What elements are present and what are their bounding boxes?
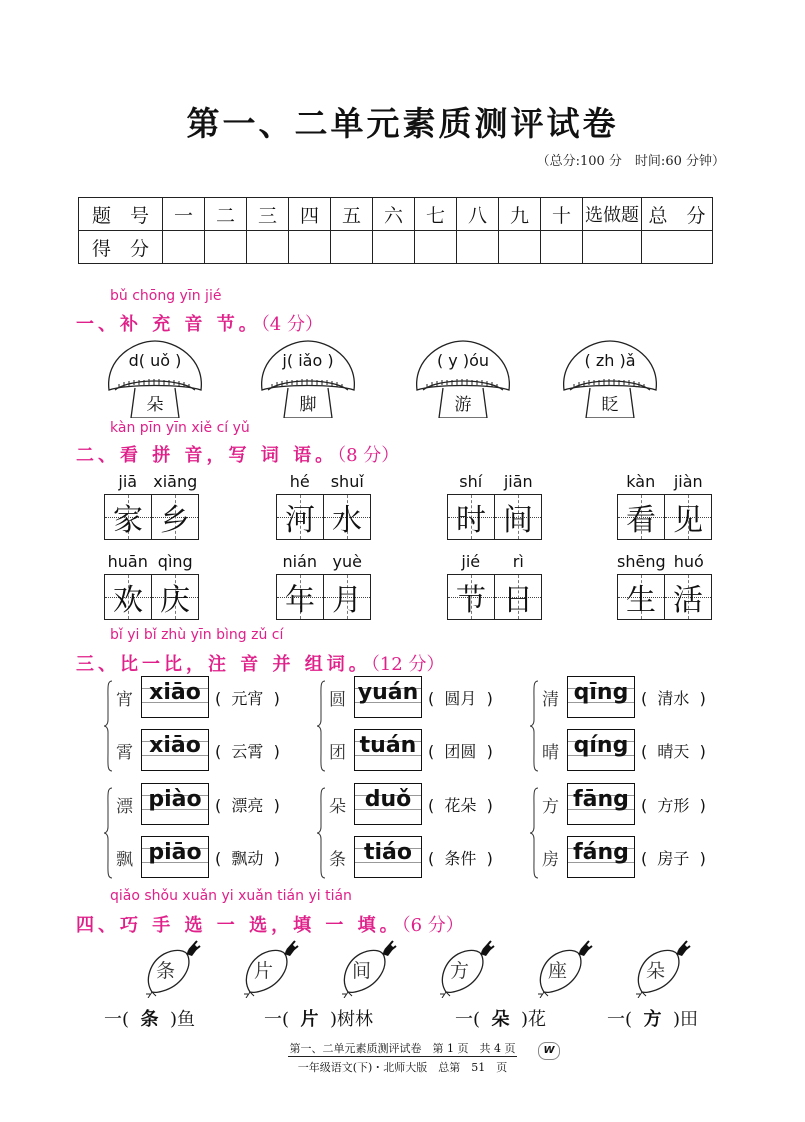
word-pinyin: jiān bbox=[503, 472, 533, 491]
radish-option: 片 bbox=[240, 940, 302, 998]
table-header: 五 bbox=[331, 198, 373, 231]
compare-char: 朵 bbox=[329, 796, 346, 817]
table-header: 四 bbox=[289, 198, 331, 231]
brace-icon bbox=[317, 787, 327, 879]
compare-row bbox=[329, 676, 493, 718]
brace-icon bbox=[104, 680, 114, 772]
pinyin-box[interactable]: qíng bbox=[567, 729, 635, 771]
section2-title-text: 二、看 拼 音，写 词 语。 bbox=[76, 445, 338, 466]
word-answer[interactable]: ( 元宵 ) bbox=[215, 688, 280, 708]
mushroom-char: 朵 bbox=[146, 395, 164, 415]
compare-pair bbox=[530, 783, 750, 883]
word-pinyin: shēng bbox=[617, 552, 666, 571]
mushroom-char: 脚 bbox=[299, 395, 317, 415]
tian-cell[interactable]: 活 bbox=[665, 575, 711, 619]
word-pinyin: huān bbox=[107, 552, 148, 571]
tian-cell[interactable]: 生 bbox=[618, 575, 665, 619]
compare-pair bbox=[104, 783, 324, 883]
word-answer[interactable]: ( 漂亮 ) bbox=[215, 795, 280, 815]
table-header: 一 bbox=[163, 198, 205, 231]
table-header: 题 号 bbox=[79, 198, 163, 231]
table-header: 二 bbox=[205, 198, 247, 231]
compare-pair bbox=[317, 783, 537, 883]
word-answer[interactable]: ( 方形 ) bbox=[641, 795, 706, 815]
pinyin-box[interactable]: xiāo bbox=[141, 676, 209, 718]
mushroom-card bbox=[105, 338, 205, 418]
section4-pinyin: qiǎo shǒu xuǎn yi xuǎn tián yi tián bbox=[110, 888, 352, 904]
compare-char: 房 bbox=[542, 849, 559, 870]
compare-row bbox=[116, 676, 280, 718]
word-pinyin: jiàn bbox=[673, 472, 703, 491]
compare-char: 霄 bbox=[116, 742, 133, 763]
brace-icon bbox=[104, 787, 114, 879]
compare-row bbox=[542, 676, 706, 718]
score-cell[interactable] bbox=[541, 231, 583, 264]
tian-cell[interactable]: 水 bbox=[324, 495, 370, 539]
pinyin-box[interactable]: fāng bbox=[567, 783, 635, 825]
score-cell[interactable] bbox=[457, 231, 499, 264]
word-pinyin: shí bbox=[459, 472, 483, 491]
table-header: 总 分 bbox=[642, 198, 713, 231]
section4-title-text: 四、巧 手 选 一 选，填 一 填。 bbox=[76, 915, 402, 936]
mushroom-card bbox=[560, 338, 660, 418]
tian-cell[interactable]: 见 bbox=[665, 495, 711, 539]
score-cell[interactable] bbox=[583, 231, 642, 264]
tian-cell[interactable]: 节 bbox=[448, 575, 495, 619]
section3-title bbox=[76, 650, 444, 676]
word-answer[interactable]: ( 飘动 ) bbox=[215, 848, 280, 868]
compare-char: 方 bbox=[542, 796, 559, 817]
score-cell[interactable] bbox=[499, 231, 541, 264]
word-pinyin: huó bbox=[673, 552, 704, 571]
pinyin-box[interactable]: xiāo bbox=[141, 729, 209, 771]
table-header: 七 bbox=[415, 198, 457, 231]
tian-cell[interactable]: 欢 bbox=[105, 575, 152, 619]
tian-cell[interactable]: 日 bbox=[495, 575, 541, 619]
table-header: 九 bbox=[499, 198, 541, 231]
tian-cell[interactable]: 时 bbox=[448, 495, 495, 539]
pinyin-box[interactable]: duǒ bbox=[354, 783, 422, 825]
word-answer[interactable]: ( 花朵 ) bbox=[428, 795, 493, 815]
word-pinyin: jié bbox=[461, 552, 481, 571]
section1-title-text: 一、补 充 音 节。 bbox=[76, 314, 261, 335]
section1-pinyin: bǔ chōng yīn jié bbox=[110, 288, 222, 304]
score-table bbox=[78, 197, 713, 264]
compare-char: 圆 bbox=[329, 689, 346, 710]
word-pinyin: jiā bbox=[118, 472, 138, 491]
tian-cell[interactable]: 月 bbox=[324, 575, 370, 619]
mushroom-char: 眨 bbox=[601, 395, 619, 415]
mushroom-pinyin[interactable]: j( iǎo ) bbox=[282, 351, 334, 370]
word-answer[interactable]: ( 团圆 ) bbox=[428, 741, 493, 761]
section2-pinyin: kàn pīn yīn xiě cí yǔ bbox=[110, 420, 250, 436]
radish-option: 方 bbox=[436, 940, 498, 998]
compare-char: 漂 bbox=[116, 796, 133, 817]
fill-blank: 一( 条 )鱼 bbox=[104, 1009, 195, 1030]
pinyin-box[interactable]: piāo bbox=[141, 836, 209, 878]
section1-points: （4 分） bbox=[260, 314, 323, 335]
pinyin-box[interactable]: tiáo bbox=[354, 836, 422, 878]
pinyin-box[interactable]: fáng bbox=[567, 836, 635, 878]
table-header: 八 bbox=[457, 198, 499, 231]
fill-blank: 一( 方 )田 bbox=[607, 1009, 698, 1030]
word-pinyin: hé bbox=[289, 472, 310, 491]
compare-char: 团 bbox=[329, 742, 346, 763]
section3-points: （12 分） bbox=[370, 654, 445, 675]
compare-char: 飘 bbox=[116, 849, 133, 870]
word-pinyin: kàn bbox=[626, 472, 656, 491]
tian-cell[interactable]: 庆 bbox=[152, 575, 198, 619]
score-cell[interactable] bbox=[415, 231, 457, 264]
pinyin-box[interactable]: qīng bbox=[567, 676, 635, 718]
pinyin-box[interactable]: tuán bbox=[354, 729, 422, 771]
footer-line1: 第一、二单元素质测评试卷 第 1 页 共 4 页 bbox=[289, 1042, 516, 1055]
mushroom-card bbox=[258, 338, 358, 418]
word-answer[interactable]: ( 条件 ) bbox=[428, 848, 493, 868]
page-footer bbox=[0, 1040, 805, 1075]
radish-option: 条 bbox=[142, 940, 204, 998]
word-answer[interactable]: ( 晴天 ) bbox=[641, 741, 706, 761]
mushroom-pinyin[interactable]: ( y )óu bbox=[436, 351, 490, 370]
section2-title bbox=[76, 441, 399, 467]
section1-title bbox=[76, 310, 323, 336]
tian-cell[interactable]: 年 bbox=[277, 575, 324, 619]
radish-option: 间 bbox=[338, 940, 400, 998]
publisher-logo-icon: W bbox=[538, 1042, 560, 1060]
word-pinyin: qìng bbox=[157, 552, 193, 571]
table-header: 选做题 bbox=[583, 198, 642, 231]
compare-pair bbox=[317, 676, 537, 776]
score-cell[interactable] bbox=[373, 231, 415, 264]
compare-char: 清 bbox=[542, 689, 559, 710]
compare-pair bbox=[530, 676, 750, 776]
word-answer[interactable]: ( 清水 ) bbox=[641, 688, 706, 708]
compare-row bbox=[329, 783, 493, 825]
tian-cell[interactable]: 家 bbox=[105, 495, 152, 539]
section4-points: （6 分） bbox=[401, 915, 464, 936]
compare-char: 宵 bbox=[116, 689, 133, 710]
section4-title bbox=[76, 911, 464, 937]
blank-answer[interactable]: 片 bbox=[300, 1009, 319, 1030]
compare-row bbox=[329, 836, 493, 878]
word-pinyin: nián bbox=[282, 552, 318, 571]
word-answer[interactable]: ( 房子 ) bbox=[641, 848, 706, 868]
word-answer[interactable]: ( 圆月 ) bbox=[428, 688, 493, 708]
score-cell[interactable] bbox=[205, 231, 247, 264]
compare-row bbox=[542, 783, 706, 825]
tian-cell[interactable]: 间 bbox=[495, 495, 541, 539]
score-row-label: 得 分 bbox=[79, 231, 163, 264]
score-cell[interactable] bbox=[642, 231, 713, 264]
score-cell[interactable] bbox=[331, 231, 373, 264]
exam-info: （总分:100 分 时间:60 分钟） bbox=[536, 154, 725, 169]
score-cell[interactable] bbox=[247, 231, 289, 264]
score-cell[interactable] bbox=[163, 231, 205, 264]
blank-answer[interactable]: 朵 bbox=[491, 1009, 510, 1030]
tian-cell[interactable]: 看 bbox=[618, 495, 665, 539]
compare-char: 条 bbox=[329, 849, 346, 870]
page-title: 第一、二单元素质测评试卷 bbox=[186, 104, 619, 143]
pinyin-box[interactable]: yuán bbox=[354, 676, 422, 718]
compare-row bbox=[116, 783, 280, 825]
word-pinyin: xiāng bbox=[153, 472, 198, 491]
table-header: 六 bbox=[373, 198, 415, 231]
compare-row bbox=[116, 836, 280, 878]
compare-pair bbox=[104, 676, 324, 776]
fill-blank: 一( 朵 )花 bbox=[455, 1009, 546, 1030]
mushroom-card bbox=[413, 338, 513, 418]
brace-icon bbox=[530, 787, 540, 879]
word-pinyin: yuè bbox=[332, 552, 362, 571]
word-answer[interactable]: ( 云霄 ) bbox=[215, 741, 280, 761]
brace-icon bbox=[317, 680, 327, 772]
tian-cell[interactable]: 河 bbox=[277, 495, 324, 539]
compare-char: 晴 bbox=[542, 742, 559, 763]
score-cell[interactable] bbox=[289, 231, 331, 264]
word-pinyin: rì bbox=[512, 552, 524, 571]
compare-row bbox=[542, 729, 706, 771]
radish-option: 朵 bbox=[632, 940, 694, 998]
fill-blank: 一( 片 )树林 bbox=[264, 1009, 373, 1030]
footer-line2: 一年级语文(下)・北师大版 总第 51 页 bbox=[297, 1061, 508, 1074]
mushroom-char: 游 bbox=[454, 395, 472, 415]
radish-option: 座 bbox=[534, 940, 596, 998]
table-header: 三 bbox=[247, 198, 289, 231]
compare-row bbox=[116, 729, 280, 771]
blank-answer[interactable]: 方 bbox=[643, 1009, 662, 1030]
pinyin-box[interactable]: piào bbox=[141, 783, 209, 825]
word-pinyin: shuǐ bbox=[330, 472, 364, 491]
table-header: 十 bbox=[541, 198, 583, 231]
section3-pinyin: bǐ yi bǐ zhù yīn bìng zǔ cí bbox=[110, 627, 284, 643]
compare-row bbox=[542, 836, 706, 878]
mushroom-pinyin[interactable]: ( zh )ǎ bbox=[584, 351, 636, 370]
mushroom-pinyin[interactable]: d( uǒ ) bbox=[128, 351, 182, 370]
blank-answer[interactable]: 条 bbox=[140, 1009, 159, 1030]
brace-icon bbox=[530, 680, 540, 772]
section2-points: （8 分） bbox=[337, 445, 400, 466]
compare-row bbox=[329, 729, 493, 771]
tian-cell[interactable]: 乡 bbox=[152, 495, 198, 539]
section3-title-text: 三、比一比，注 音 并 组词。 bbox=[76, 654, 371, 675]
